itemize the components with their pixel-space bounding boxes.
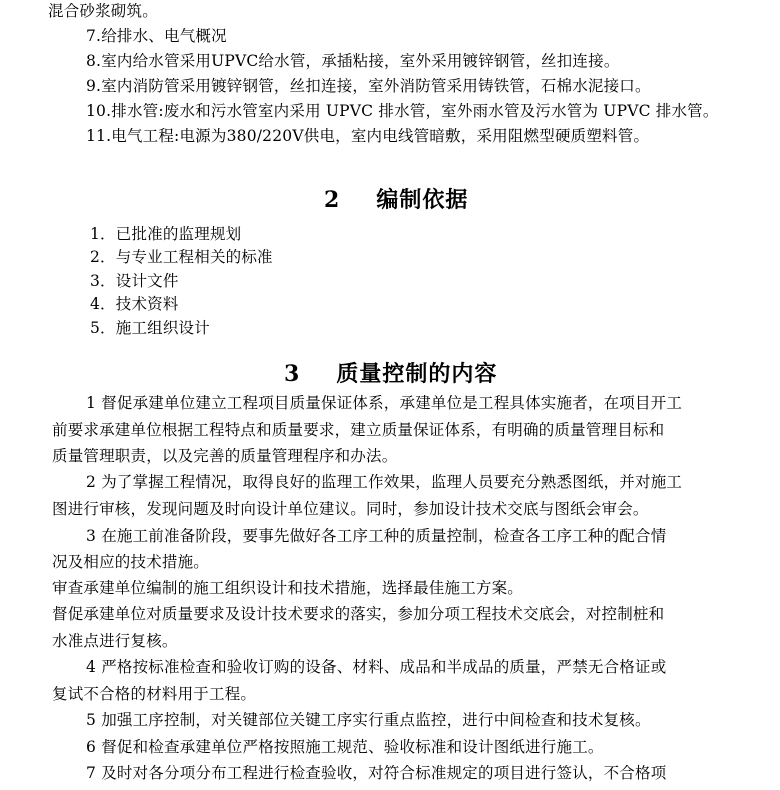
intro-line-2: 8.室内给水管采用UPVC给水管，承插粘接，室外采用镀锌钢管，丝扣连接。 [86,52,620,70]
section-3-heading [284,360,497,388]
section-3-title: 质量控制的内容 [336,361,498,387]
intro-line-0: 混合砂浆砌筑。 [48,2,158,20]
body-line: 审查承建单位编制的施工组织设计和技术措施，选择最佳施工方案。 [52,579,524,597]
section-3-number: 3 [284,361,301,387]
body-line: 况及相应的技术措施。 [52,553,210,571]
body-line: 图进行审核，发现问题及时向设计单位建议。同时，参加设计技术交底与图纸会审会。 [52,500,649,518]
intro-line-5: 11.电气工程:电源为380/220V供电，室内电线管暗敷，采用阻燃型硬质塑料管。 [86,127,650,145]
basis-item-5: 5．施工组织设计 [90,319,210,337]
intro-line-3: 9.室内消防管采用镀锌钢管，丝扣连接，室外消防管采用铸铁管，石棉水泥接口。 [86,77,651,95]
body-line: 水准点进行复核。 [52,632,178,650]
body-line: 2 为了掌握工程情况，取得良好的监理工作效果，监理人员要充分熟悉图纸，并对施工 [86,473,683,491]
intro-line-1: 7.给排水、电气概况 [86,27,227,45]
body-line: 质量管理职责，以及完善的质量管理程序和办法。 [52,447,398,465]
basis-item-4: 4．技术资料 [90,295,179,313]
body-line: 7 及时对各分项分布工程进行检查验收，对符合标准规定的项目进行签认，不合格项 [86,764,667,782]
basis-item-2: 2．与专业工程相关的标准 [90,248,273,266]
body-line: 复试不合格的材料用于工程。 [52,685,257,703]
body-line: 6 督促和检查承建单位严格按照施工规范、验收标准和设计图纸进行施工。 [86,738,604,756]
section-2-title: 编制依据 [376,187,469,213]
body-line: 3 在施工前准备阶段，要事先做好各工序工种的质量控制，检查各工序工种的配合情 [86,527,667,545]
body-line: 督促承建单位对质量要求及设计技术要求的落实，参加分项工程技术交底会，对控制桩和 [52,605,665,623]
body-line: 前要求承建单位根据工程特点和质量要求，建立质量保证体系，有明确的质量管理目标和 [52,421,665,439]
intro-line-4: 10.排水管:废水和污水管室内采用 UPVC 排水管，室外雨水管及污水管为 UPVC 排水管。 [86,102,719,120]
body-line: 4 严格按标准检查和验收订购的设备、材料、成品和半成品的质量，严禁无合格证或 [86,658,667,676]
section-2-number: 2 [324,187,341,213]
section-2-heading [324,186,468,214]
basis-item-3: 3．设计文件 [90,272,179,290]
basis-item-1: 1．已批准的监理规划 [90,225,242,243]
body-line: 1 督促承建单位建立工程项目质量保证体系，承建单位是工程具体实施者，在项目开工 [86,394,683,412]
body-line: 5 加强工序控制，对关键部位关键工序实行重点监控，进行中间检查和技术复核。 [86,711,651,729]
